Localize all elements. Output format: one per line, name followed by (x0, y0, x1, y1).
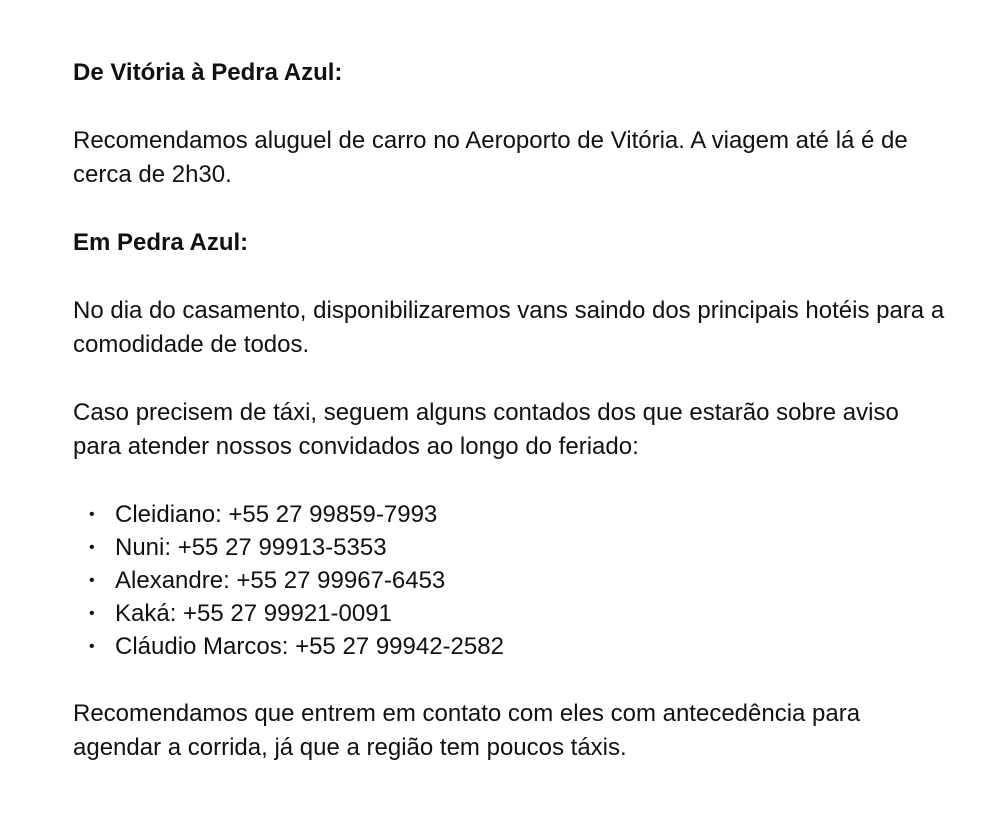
list-item (73, 597, 953, 630)
advance-contact-paragraph: Recomendamos que entrem em contato com eles com antecedência para agendar a corrida, já que a região tem poucos táxis. (73, 700, 861, 761)
bullet-icon: • (89, 605, 95, 622)
taxi-contact-list (73, 498, 953, 663)
list-item (73, 564, 953, 597)
contact-text: Alexandre: +55 27 99967-6453 (115, 567, 446, 594)
vans-paragraph: No dia do casamento, disponibilizaremos vans saindo dos principais hotéis para a comodidade de todos. (73, 297, 945, 358)
bullet-icon: • (89, 638, 95, 655)
list-item (73, 630, 953, 663)
bullet-icon: • (89, 572, 95, 589)
contact-text: Nuni: +55 27 99913-5353 (115, 534, 387, 561)
contact-text: Kaká: +55 27 99921-0091 (115, 600, 392, 627)
section-heading-vitoria: De Vitória à Pedra Azul: (73, 59, 343, 86)
list-item (73, 498, 953, 531)
car-rental-paragraph: Recomendamos aluguel de carro no Aeroporto de Vitória. A viagem até lá é de cerca de 2h30. (73, 127, 908, 188)
bullet-icon: • (89, 506, 95, 523)
contact-text: Cláudio Marcos: +55 27 99942-2582 (115, 633, 504, 660)
taxi-paragraph: Caso precisem de táxi, seguem alguns contados dos que estarão sobre aviso para atender nossos convidados ao longo do feriado: (73, 399, 899, 460)
contact-text: Cleidiano: +55 27 99859-7993 (115, 501, 438, 528)
section-heading-pedra-azul: Em Pedra Azul: (73, 229, 249, 256)
bullet-icon: • (89, 539, 95, 556)
document-content (73, 56, 953, 765)
list-item (73, 531, 953, 564)
